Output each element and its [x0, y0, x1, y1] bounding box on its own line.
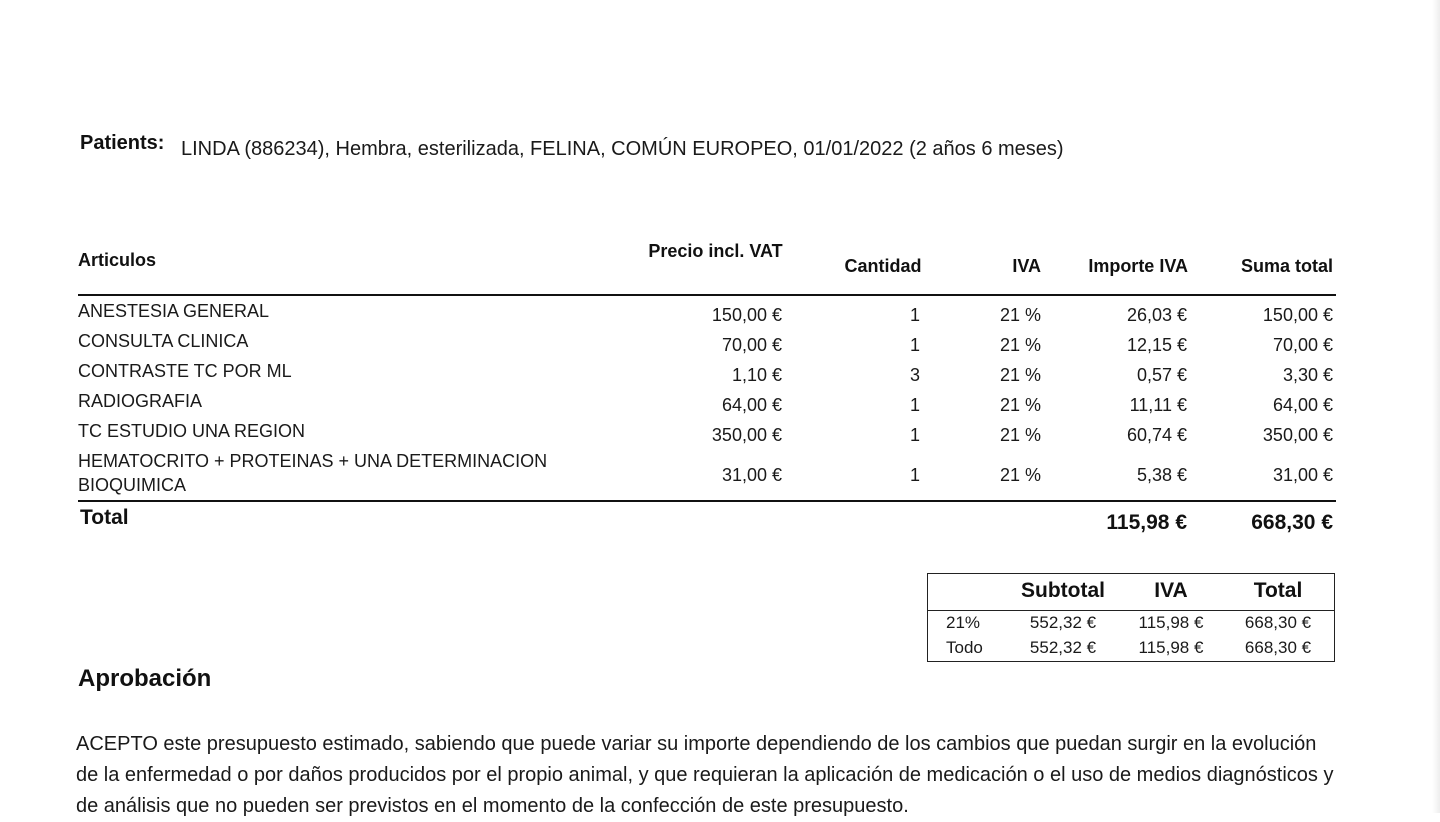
approval-paragraph: ACEPTO este presupuesto estimado, sabiendo que puede variar su importe dependiendo de los cambios que puedan surgir en la evolución de la enfermedad o por daños producidos por el propio animal, y que requieran la aplicación de medicación o el uso de medios diagnósticos y de análisis que no pueden ser previstos en el momento de la confección de este presupuesto. — [76, 733, 1334, 817]
header-precio: Precio incl. VAT — [648, 241, 783, 261]
item-price: 70,00 € — [721, 335, 782, 355]
table-row — [78, 296, 1336, 326]
vat-summary-header — [928, 574, 1334, 611]
items-table-body — [78, 296, 1336, 502]
item-name: ANESTESIA GENERAL — [78, 301, 270, 321]
total-suma-total: 668,30 € — [1251, 511, 1333, 534]
item-suma-total: 64,00 € — [1272, 395, 1333, 415]
summary-total: 668,30 € — [1244, 638, 1312, 657]
header-suma-total: Suma total — [1240, 256, 1333, 276]
table-row — [78, 356, 1336, 386]
item-iva: 21 % — [999, 335, 1041, 355]
item-name: RADIOGRAFIA — [78, 391, 203, 411]
item-importe-iva: 12,15 € — [1126, 335, 1187, 355]
item-suma-total: 70,00 € — [1272, 335, 1333, 355]
item-iva: 21 % — [999, 425, 1041, 445]
total-label: Total — [80, 506, 129, 529]
header-iva: IVA — [1012, 256, 1041, 276]
item-quantity: 1 — [909, 465, 920, 485]
item-importe-iva: 0,57 € — [1136, 365, 1187, 385]
item-suma-total: 3,30 € — [1282, 365, 1333, 385]
item-price: 350,00 € — [711, 425, 782, 445]
header-articulos: Articulos — [78, 250, 157, 270]
summary-iva: 115,98 € — [1138, 638, 1204, 657]
item-price: 150,00 € — [711, 305, 782, 325]
item-quantity: 1 — [909, 335, 920, 355]
item-iva: 21 % — [999, 365, 1041, 385]
summary-header-total: Total — [1253, 579, 1303, 602]
vat-summary-table — [927, 573, 1335, 662]
summary-rate-label: Todo — [946, 638, 983, 657]
header-cantidad: Cantidad — [844, 256, 922, 276]
item-importe-iva: 5,38 € — [1136, 465, 1187, 485]
approval-heading: Aprobación — [78, 665, 212, 692]
items-table — [78, 238, 1336, 542]
item-price: 1,10 € — [731, 365, 782, 385]
summary-header-iva: IVA — [1154, 579, 1188, 602]
item-name: TC ESTUDIO UNA REGION — [78, 421, 306, 441]
table-row — [78, 446, 1336, 500]
table-row — [78, 386, 1336, 416]
item-quantity: 3 — [909, 365, 920, 385]
summary-subtotal: 552,32 € — [1029, 638, 1097, 657]
patients-details: LINDA (886234), Hembra, esterilizada, FELINA, COMÚN EUROPEO, 01/01/2022 (2 años 6 meses) — [181, 138, 1064, 160]
item-importe-iva: 26,03 € — [1126, 305, 1187, 325]
item-quantity: 1 — [909, 305, 920, 325]
patients-label: Patients: — [80, 132, 165, 154]
item-importe-iva: 60,74 € — [1126, 425, 1187, 445]
summary-rate-label: 21% — [946, 613, 981, 632]
item-quantity: 1 — [909, 425, 920, 445]
summary-total: 668,30 € — [1244, 613, 1312, 632]
page-edge-shadow — [1432, 0, 1440, 813]
item-iva: 21 % — [999, 305, 1041, 325]
items-table-header — [78, 238, 1336, 296]
item-name: CONTRASTE TC POR ML — [78, 361, 292, 381]
item-price: 64,00 € — [721, 395, 782, 415]
item-price: 31,00 € — [721, 465, 782, 485]
table-row — [78, 326, 1336, 356]
table-row — [928, 636, 1334, 661]
item-iva: 21 % — [999, 465, 1041, 485]
table-row — [78, 416, 1336, 446]
summary-iva: 115,98 € — [1138, 613, 1204, 632]
summary-subtotal: 552,32 € — [1029, 613, 1097, 632]
item-name: HEMATOCRITO + PROTEINAS + UNA DETERMINACION BIOQUIMICA — [78, 451, 548, 495]
header-importe-iva: Importe IVA — [1088, 256, 1188, 276]
item-importe-iva: 11,11 € — [1129, 395, 1187, 415]
item-iva: 21 % — [999, 395, 1041, 415]
total-importe-iva: 115,98 € — [1106, 511, 1187, 534]
table-row — [928, 611, 1334, 636]
item-suma-total: 150,00 € — [1262, 305, 1333, 325]
item-name: CONSULTA CLINICA — [78, 331, 249, 351]
item-quantity: 1 — [909, 395, 920, 415]
total-row — [78, 502, 1336, 542]
summary-header-subtotal: Subtotal — [1021, 579, 1105, 602]
item-suma-total: 350,00 € — [1262, 425, 1333, 445]
item-suma-total: 31,00 € — [1272, 465, 1333, 485]
